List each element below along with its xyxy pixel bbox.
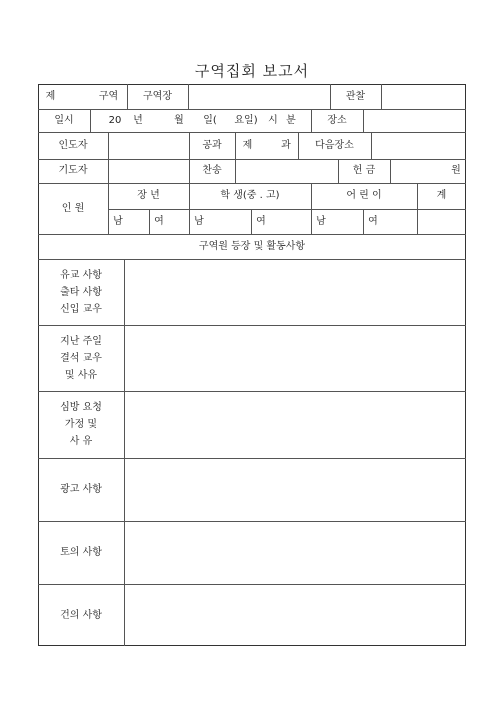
section-header: 구역원 등장 및 활동사항 — [198, 240, 306, 252]
nyeon-label: 년 — [133, 114, 143, 126]
col-divider — [235, 159, 236, 183]
col-divider — [188, 84, 189, 109]
student-female-label: 여 — [256, 215, 266, 227]
gwanchal-label: 관찰 — [345, 90, 366, 102]
notice-textarea[interactable] — [125, 260, 465, 325]
year-prefix: 20 — [108, 114, 122, 126]
je-label: 제 — [45, 90, 56, 102]
il-label: 일( — [203, 114, 217, 126]
item-label-line: 광고 사항 — [60, 484, 102, 495]
child-male-label: 남 — [316, 215, 326, 227]
item-label-line: 심방 요청 — [60, 402, 102, 413]
yoil-label: 요일) — [234, 114, 258, 126]
guyeok-label: 구역 — [98, 90, 119, 102]
lesson-je-label: 제 — [242, 139, 253, 151]
student-male-label: 남 — [194, 215, 204, 227]
item-label-line: 사 유 — [69, 436, 93, 447]
document-title: 구역집회 보고서 — [194, 62, 310, 80]
announcement-textarea[interactable] — [125, 459, 465, 521]
item-label-line: 및 사유 — [64, 369, 98, 381]
discussion-textarea[interactable] — [125, 522, 465, 584]
item-label-suggestion — [38, 584, 124, 646]
child-female-label: 여 — [368, 215, 378, 227]
inwon-label: 인 원 — [61, 202, 85, 214]
eorini-label: 어 린 이 — [346, 190, 382, 201]
guyeokjang-label: 구역장 — [143, 90, 172, 102]
item-label-line: 지난 주일 — [60, 335, 102, 347]
item-label-line: 결석 교우 — [60, 352, 102, 364]
gye-label: 계 — [436, 190, 447, 201]
haksaeng-label: 학 생(중 . 고) — [220, 190, 280, 201]
item-content-visit[interactable] — [125, 392, 465, 458]
item-content-absence[interactable] — [125, 326, 465, 391]
col-divider — [108, 132, 109, 159]
report-form — [38, 84, 466, 646]
visit-textarea[interactable] — [125, 392, 465, 458]
wol-label: 월 — [174, 114, 184, 126]
si-label: 시 — [268, 114, 278, 126]
item-label-line: 가정 및 — [64, 419, 98, 430]
item-label-discussion — [38, 521, 124, 584]
item-content-discussion[interactable] — [125, 522, 465, 584]
jangso-label: 장소 — [327, 114, 347, 126]
item-label-line: 유교 사항 — [60, 269, 102, 281]
adult-male-label: 남 — [113, 215, 123, 227]
item-label-announcement — [38, 458, 124, 521]
chanson-label: 찬송 — [202, 165, 222, 176]
absence-textarea[interactable] — [125, 326, 465, 391]
indoja-label: 인도자 — [58, 139, 88, 151]
item-label-notice — [38, 259, 124, 325]
gidoja-label: 기도자 — [58, 165, 88, 176]
gonggwa-label: 공과 — [202, 139, 222, 151]
lesson-gwa-label: 과 — [281, 139, 291, 151]
adult-female-label: 여 — [154, 215, 164, 227]
item-label-line: 신입 교우 — [60, 303, 102, 315]
col-divider — [390, 159, 391, 183]
item-label-line: 출타 사항 — [60, 286, 102, 298]
heongeum-label: 헌 금 — [352, 165, 376, 176]
col-divider — [363, 109, 364, 132]
item-content-suggestion[interactable] — [125, 585, 465, 645]
item-label-line: 건의 사항 — [60, 609, 102, 621]
jangnyeon-label: 장 년 — [137, 190, 160, 201]
item-label-line: 토의 사항 — [60, 547, 102, 558]
col-divider — [108, 159, 109, 183]
item-content-notice[interactable] — [125, 260, 465, 325]
won-label: 원 — [451, 165, 461, 176]
bun-label: 분 — [286, 114, 296, 126]
col-divider — [90, 109, 91, 132]
col-divider — [381, 84, 382, 109]
ilsi-label: 일시 — [54, 114, 74, 126]
col-divider — [371, 132, 372, 159]
item-label-absence — [38, 325, 124, 391]
item-label-visit — [38, 391, 124, 458]
next-place-label: 다음장소 — [315, 139, 354, 151]
suggestion-textarea[interactable] — [125, 585, 465, 645]
item-content-announcement[interactable] — [125, 459, 465, 521]
